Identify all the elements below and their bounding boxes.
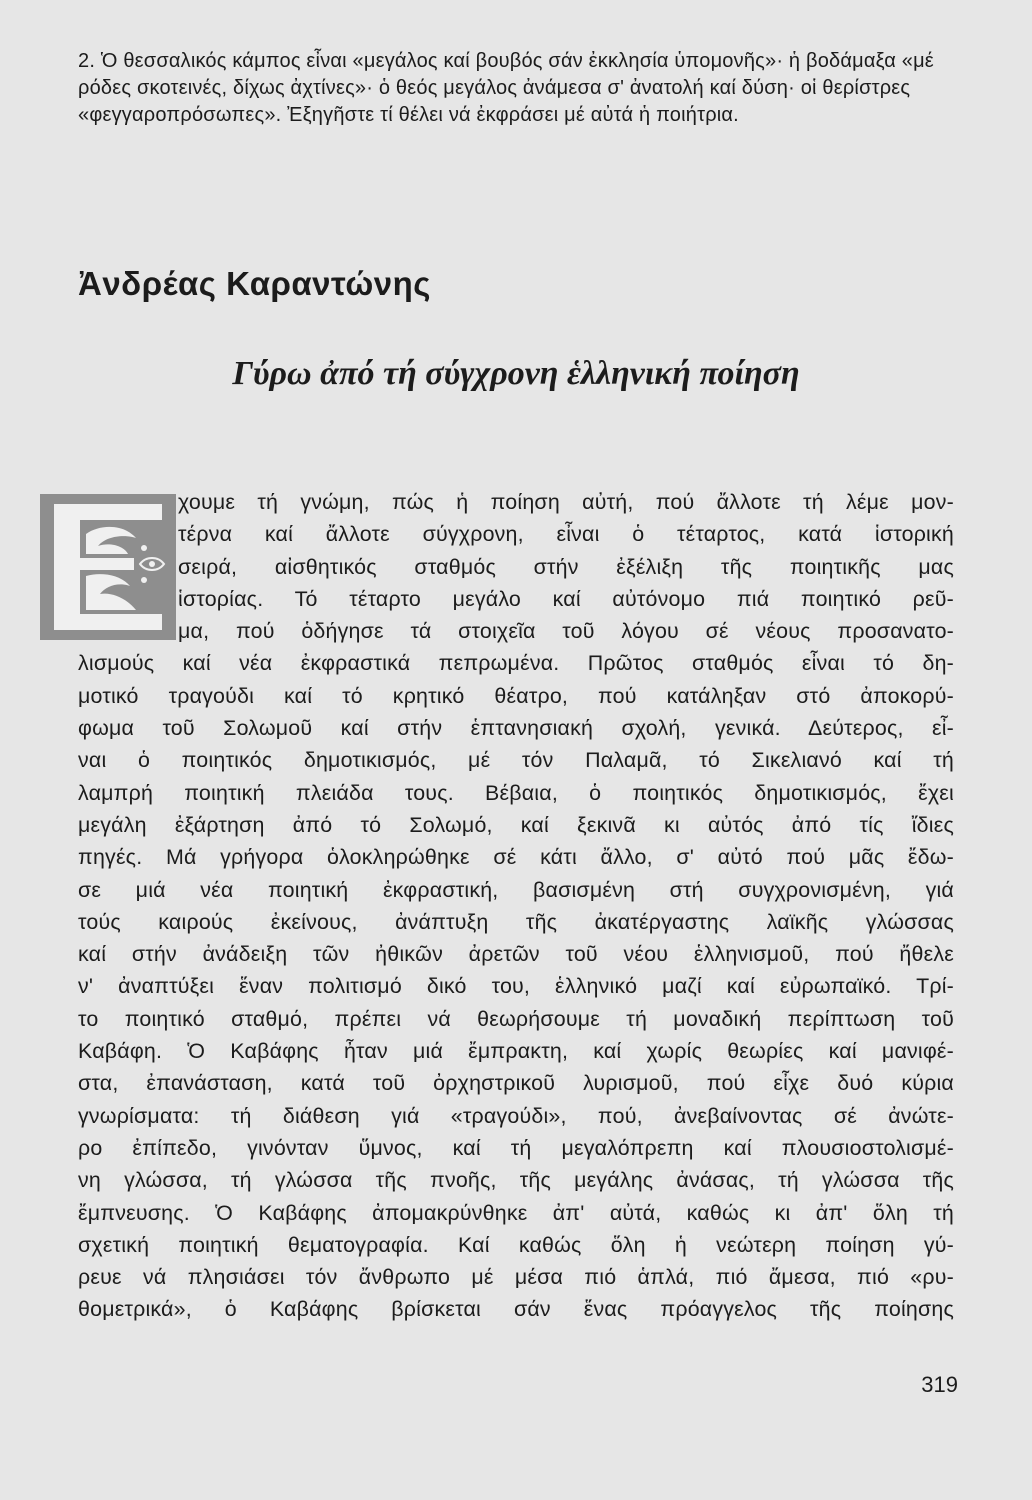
body-line: φωμα τοῦ Σολωμοῦ καί στήν ἑπτανησιακή σχολή, γενικά. Δεύτερος, εἶ- bbox=[78, 716, 954, 741]
body-line: ν' ἀναπτύξει ἕναν πολιτισμό δικό του, ἑλληνικό μαζί καί εὐρωπαϊκό. Τρί- bbox=[78, 974, 954, 999]
question-number: 2. bbox=[78, 50, 96, 72]
body-line: θομετρικά», ὁ Καβάφης βρίσκεται σάν ἕνας πρόαγγελος τῆς ποίησης bbox=[78, 1297, 954, 1322]
body-line: λαμπρή ποιητική πλειάδα τους. Βέβαια, ὁ ποιητικός δημοτικισμός, ἔχει bbox=[78, 780, 954, 805]
body-line: πηγές. Μά γρήγορα ὁλοκληρώθηκε σέ κάτι ἄλλο, σ' αὐτό πού μᾶς ἔδω- bbox=[78, 845, 954, 870]
body-line: καί στήν ἀνάδειξη τῶν ἠθικῶν ἀρετῶν τοῦ νέου ἑλληνισμοῦ, πού ἤθελε bbox=[78, 942, 954, 967]
body-line: ρο ἐπίπεδο, γινόνταν ὕμνος, καί τή μεγαλόπρεπη καί πλουσιοστολισμέ- bbox=[78, 1135, 954, 1160]
body-line: μοτικό τραγούδι καί τό κρητικό θέατρο, πού κατάληξαν στό ἀποκορύ- bbox=[78, 683, 954, 708]
body-line: μεγάλη ἐξάρτηση ἀπό τό Σολωμό, καί ξεκινᾶ κι αὐτός ἀπό τίς ἴδιες bbox=[78, 812, 954, 837]
essay-title: Γύρω ἀπό τή σύγχρονη ἑλληνική ποίηση bbox=[232, 355, 800, 392]
essay-body bbox=[78, 486, 954, 1326]
body-line: σειρά, αἰσθητικός σταθμός στήν ἐξέλιξη τῆς ποιητικῆς μας bbox=[178, 554, 954, 579]
author-heading: Ἀνδρέας Καραντώνης bbox=[78, 265, 431, 302]
body-line: νη γλώσσα, τή γλώσσα τῆς πνοῆς, τῆς μεγάλης ἀνάσας, τή γλώσσα τῆς bbox=[78, 1168, 954, 1193]
body-line: ἔμπνευσης. Ὁ Καβάφης ἀπομακρύνθηκε ἀπ' αὐτά, καθώς κι ἀπ' ὅλη τή bbox=[78, 1200, 954, 1225]
body-line: σχετική ποιητική θεματογραφία. Καί καθώς ὅλη ἡ νεώτερη ποίηση γύ- bbox=[78, 1232, 954, 1257]
body-line: σε μιά νέα ποιητική ἐκφραστική, βασισμένη στή συγχρονισμένη, γιά bbox=[78, 877, 954, 902]
body-line: ρευε νά πλησιάσει τόν ἄνθρωπο μέ μέσα πιό ἁπλά, πιό ἄμεσα, πιό «ρυ- bbox=[78, 1265, 954, 1290]
body-line: ἱστορίας. Τό τέταρτο μεγάλο καί αὐτόνομο πιά ποιητικό ρεῦ- bbox=[178, 586, 954, 611]
body-line: Καβάφη. Ὁ Καβάφης ἦταν μιά ἔμπρακτη, καί χωρίς θεωρίες καί μανιφέ- bbox=[78, 1039, 954, 1064]
body-line: στα, ἐπανάσταση, κατά τοῦ ὀρχηστρικοῦ λυρισμοῦ, πού εἶχε δυό κύρια bbox=[78, 1071, 954, 1096]
question-text: Ὁ θεσσαλικός κάμπος εἶναι «μεγάλος καί βουβός σάν ἐκκλησία ὑπομονῆς»· ἡ βοδάμαξα «μέ ρόδες σκοτεινές, δίχως ἀχτίνες»· ὁ θεός μεγάλος ἀνάμεσα σ' ἀνατολή καί δύση· οἱ θερίστρες «φεγγαροπρόσωπες». Ἐξηγῆστε τί θέλει νά ἐκφράσει μέ αὐτά ἡ ποιήτρια. bbox=[78, 50, 934, 126]
body-line: γνωρίσματα: τή διάθεση γιά «τραγούδι», πού, ἀνεβαίνοντας σέ ἀνώτε- bbox=[78, 1103, 954, 1128]
body-line: ναι ὁ ποιητικός δημοτικισμός, μέ τόν Παλαμᾶ, τό Σικελιανό καί τή bbox=[78, 748, 954, 773]
page-number: 319 bbox=[921, 1372, 958, 1397]
body-line: τούς καιρούς ἐκείνους, ἀνάπτυξη τῆς ἀκατέργαστης λαϊκῆς γλώσσας bbox=[78, 909, 954, 934]
body-line: χουμε τή γνώμη, πώς ἡ ποίηση αὐτή, πού ἄλλοτε τή λέμε μον- bbox=[178, 490, 954, 514]
body-line: το ποιητικό σταθμό, πρέπει νά θεωρήσουμε τή μοναδική περίπτωση τοῦ bbox=[78, 1006, 954, 1031]
body-line: τέρνα καί ἄλλοτε σύγχρονη, εἶναι ὁ τέταρτος, κατά ἱστορική bbox=[178, 522, 954, 547]
body-line: λισμούς καί νέα ἐκφραστικά πεπρωμένα. Πρῶτος σταθμός εἶναι τό δη- bbox=[78, 651, 954, 676]
study-question bbox=[78, 48, 954, 129]
body-line: μα, πού ὁδήγησε τά στοιχεῖα τοῦ λόγου σέ νέους προσανατο- bbox=[178, 619, 954, 644]
